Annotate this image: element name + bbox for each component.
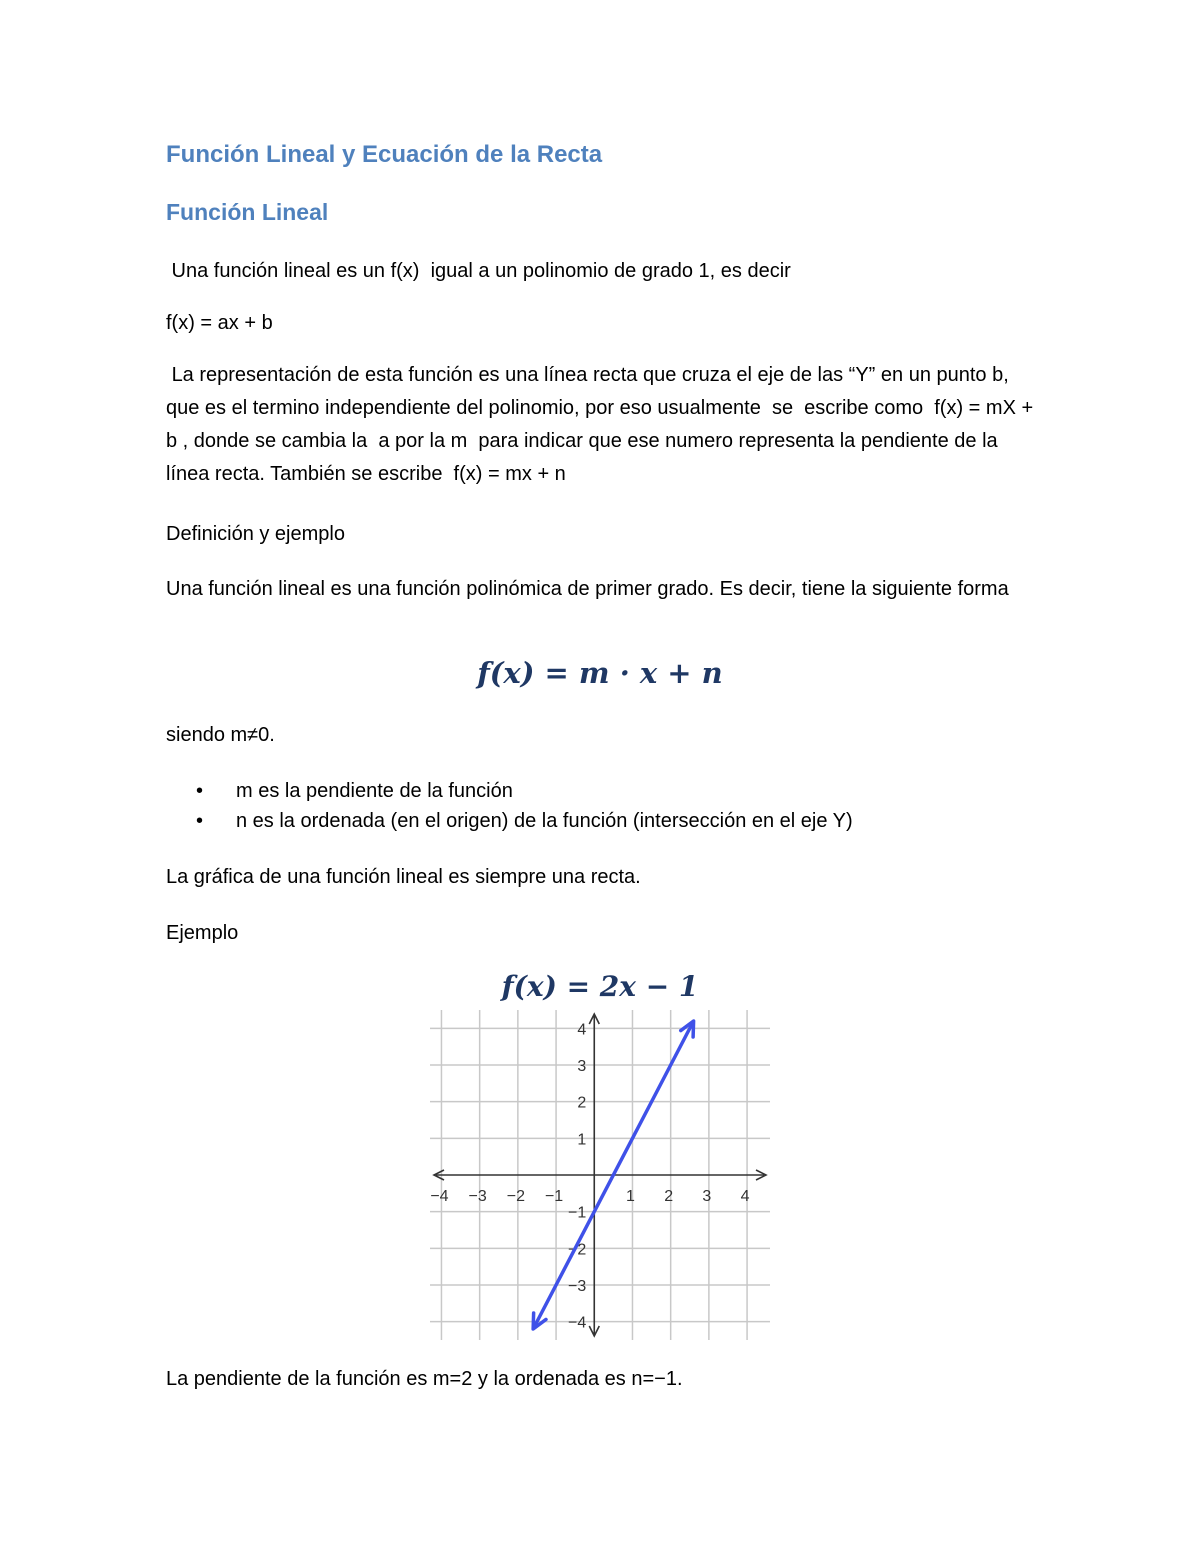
y-tick-label: 2 — [577, 1094, 587, 1112]
document-title: Función Lineal y Ecuación de la Recta — [166, 141, 603, 168]
x-tick-label: −2 — [506, 1188, 525, 1205]
bullet-dot: • — [196, 810, 204, 832]
chart-title: f(x) = 2x − 1 — [501, 970, 699, 1003]
x-tick-label: −4 — [430, 1188, 449, 1205]
x-tick-label: −3 — [468, 1188, 487, 1205]
list-item — [196, 806, 853, 836]
y-tick-label: 3 — [577, 1058, 587, 1075]
x-tick-label: 1 — [626, 1188, 635, 1205]
condition-text: siendo m≠0. — [166, 724, 275, 746]
conclusion-text: La pendiente de la función es m=2 y la ordenada es n=−1. — [166, 1368, 683, 1390]
x-tick-label: −1 — [544, 1188, 564, 1205]
general-formula: f(x) = m · x + n — [477, 656, 723, 690]
y-tick-label: 4 — [577, 1021, 587, 1039]
formula-simple: f(x) = ax + b — [166, 312, 273, 334]
x-tick-label: 2 — [664, 1188, 674, 1205]
section-heading: Función Lineal — [166, 199, 329, 225]
y-tick-label: 1 — [577, 1131, 587, 1149]
x-tick-label: 4 — [740, 1188, 750, 1205]
bullet-text: n es la ordenada (en el origen) de la función (intersección en el eje Y) — [236, 810, 853, 832]
function-graph — [430, 1010, 770, 1340]
bullet-list — [196, 776, 853, 836]
y-tick-label: −1 — [568, 1204, 587, 1222]
example-label: Ejemplo — [166, 922, 239, 944]
list-item — [196, 776, 853, 806]
intro-text: Una función lineal es un f(x) igual a un polinomio de grado 1, es decir — [166, 260, 791, 282]
bullet-text: m es la pendiente de la función — [236, 780, 513, 802]
graph-statement: La gráfica de una función lineal es siempre una recta. — [166, 866, 641, 888]
y-tick-label: −3 — [568, 1278, 587, 1295]
x-tick-label: 3 — [702, 1188, 712, 1205]
definition-heading: Definición y ejemplo — [166, 523, 345, 545]
representation-paragraph: La representación de esta función es una línea recta que cruza el eje de las “Y” en un punto b, que es el termino independiente del polinomio, por eso usualmente se escribe como f(x) = mX + b , donde se cambia la a por la m para indicar que ese numero representa la pendiente de la línea recta. También se escribe f(x) = mx + n — [166, 364, 1039, 485]
y-tick-label: −2 — [568, 1241, 587, 1259]
definition-text: Una función lineal es una función polinómica de primer grado. Es decir, tiene la siguiente forma — [166, 578, 1009, 600]
bullet-dot: • — [196, 780, 204, 802]
y-tick-label: −4 — [568, 1314, 587, 1332]
